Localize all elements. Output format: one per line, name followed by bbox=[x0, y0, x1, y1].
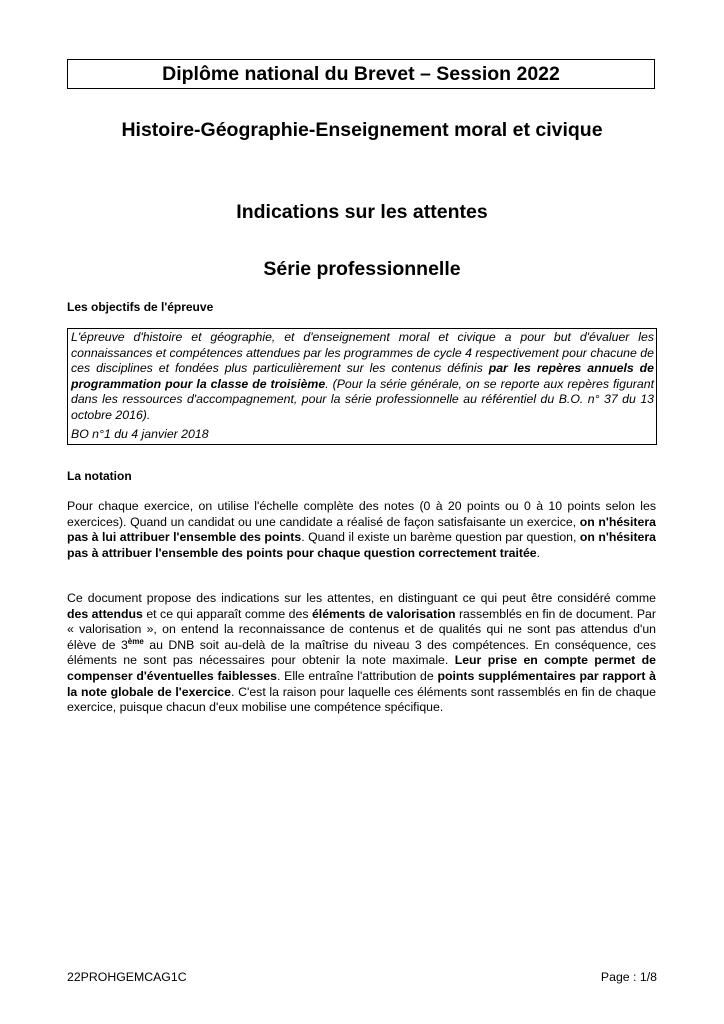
objectifs-heading: Les objectifs de l'épreuve bbox=[67, 300, 214, 314]
page-footer bbox=[67, 970, 657, 984]
notation-heading: La notation bbox=[67, 469, 132, 483]
document-code: 22PROHGEMCAG1C bbox=[67, 970, 187, 984]
objectifs-emphasis: par les repères annuels de programmation pour la classe de troisième bbox=[71, 361, 654, 391]
document-subtitle: Indications sur les attentes bbox=[236, 201, 488, 223]
page-number: Page : 1/8 bbox=[600, 970, 657, 984]
serie-title: Série professionnelle bbox=[263, 258, 461, 280]
objectifs-box bbox=[67, 328, 657, 445]
subject-title: Histoire-Géographie-Enseignement moral et civique bbox=[121, 119, 603, 141]
objectifs-text: L'épreuve d'histoire et géographie, et d'enseignement moral et civique a pour but d'évaluer les connaissances et compétences attendues par les programmes de cycle 4 respectivement pour chacune de ces disciplines et fondées plus particulièrement sur les contenus définis par les repères annuels de programmation pour la classe de troisième. (Pour la série générale, on se reporte aux repères figurant dans les ressources d'accompagnement, pour la série professionnelle au référentiel du B.O. n° 37 du 13 octobre 2016). bbox=[71, 330, 654, 422]
notation-paragraph-1: Pour chaque exercice, on utilise l'échelle complète des notes (0 à 20 points ou 0 à 10 points selon les exercices). Quand un candidat ou une candidate a réalisé de façon satisfaisante un exercice, on n'hésitera pas à lui attribuer l'ensemble des points. Quand il existe un barème question par question, on n'hésitera pas à attribuer l'ensemble des points pour chaque question correctement traitée. bbox=[67, 499, 656, 560]
notation-paragraph-2: Ce document propose des indications sur les attentes, en distinguant ce qui peut être considéré comme des attendus et ce qui apparaît comme des éléments de valorisation rassemblés en fin de document. Par « valorisation », on entend la reconnaissance de contenus et de qualités qui ne sont pas attendus d'un élève de 3ème au DNB soit au-delà de la maîtrise du niveau 3 des compétences. En conséquence, ces éléments ne sont pas nécessaires pour obtenir la note maximale. Leur prise en compte permet de compenser d'éventuelles faiblesses. Elle entraîne l'attribution de points supplémentaires par rapport à la note globale de l'exercice. C'est la raison pour laquelle ces éléments sont rassemblés en fin de chaque exercice, puisque chacun d'eux mobilise une compétence spécifique. bbox=[67, 591, 656, 715]
exam-banner: Diplôme national du Brevet – Session 2022 bbox=[67, 59, 655, 89]
objectifs-reference: BO n°1 du 4 janvier 2018 bbox=[71, 426, 209, 441]
